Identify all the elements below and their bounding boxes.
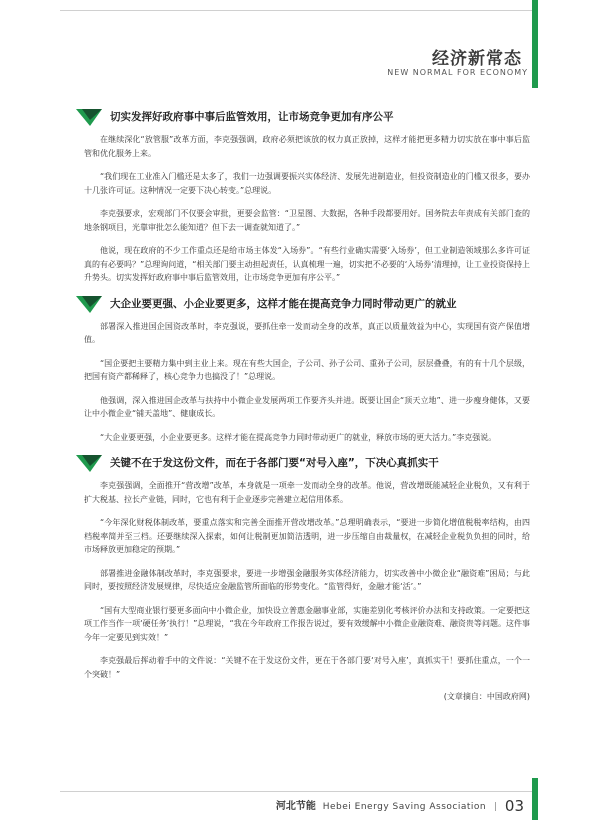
paragraph: “今年深化财税体制改革，要重点落实和完善全面推开营改增改革。”总理明确表示，“要进一步简化增值税税率结构，由四档税率简并至三档。还要继续深入探索，如何让税制更加简洁透明，进一步压缩自由裁量权，在减轻企业税负负担的同时，给市场释放更加稳定的预期。” — [84, 518, 530, 554]
footer-org-name-cn: 河北节能 — [275, 801, 316, 812]
footer-rule — [60, 791, 532, 792]
green-triangle-icon — [76, 107, 106, 127]
section-heading — [76, 456, 530, 470]
green-triangle-icon — [76, 294, 106, 314]
article-section-2 — [76, 297, 530, 445]
paragraph: “大企业要更强，小企业要更多。这样才能在提高竞争力同时带动更广的就业，释放市场的更大活力。”李克强说。 — [100, 432, 497, 442]
paragraph: 在继续深化“放管服”改革方面，李克强强调，政府必须把该放的权力真正放掉，这样才能把更多精力切实放在事中事后监管和优化服务上来。 — [84, 135, 530, 158]
paragraph: 部署推进金融体制改革时，李克强要求，要进一步增强金融服务实体经济能力，切实改善中小微企业“融资难”困局；与此同时，要按照经济发展规律，尽快适应金融监管所面临的形势变化。“监管得好，金融才能‘活’。” — [84, 568, 530, 591]
page-footer — [276, 797, 524, 815]
article-section-1 — [76, 110, 530, 285]
paragraph: 他说，现在政府的不少工作重点还是给市场主体发“入场券”。“有些行业确实需要‘入场券’，但工业制造领域那么多许可证真的有必要吗？”总理询问道，“相关部门要主动担起责任，认真梳理一遍，切实把不必要的‘入场券’清理掉，让工业投资保持上升势头。切实发挥好政府事中事后监管效用，让市场竞争更加有序公平。” — [84, 246, 530, 282]
section-heading-text: 关键不在于发这份文件，而在于各部门要“对号入座”，下决心真抓实干 — [110, 457, 439, 469]
green-triangle-icon — [76, 453, 106, 473]
footer-org-name-en: Hebei Energy Saving Association — [322, 802, 487, 812]
section-heading-text: 切实发挥好政府事中事后监管效用，让市场竞争更加有序公平 — [110, 111, 394, 123]
article-body — [76, 110, 530, 714]
paragraph: 李克强要求，宏观部门不仅要会审批，更要会监管：“卫星图、大数据，各种手段都要用好。国务院去年责成有关部门查的地条钢项目，光靠审批怎么能知道？但下去一调查就知道了。” — [84, 209, 530, 232]
paragraph: 李克强强调，全面推开“营改增”改革，本身就是一项牵一发而动全身的改革。他说，营改增既能减轻企业税负，又有利于扩大税基、拉长产业链，同时，它也有利于企业逐步完善建立起信用体系。 — [84, 481, 530, 504]
header-accent-bar — [532, 0, 538, 88]
paragraph: “我们现在工业准入门槛还是太多了，我们一边强调要振兴实体经济、发展先进制造业，但投资制造业的门槛又很多，要办十几张许可证。这种情况一定要下决心转变。”总理说。 — [84, 172, 530, 195]
article-source: (文章摘自：中国政府网) — [443, 692, 530, 701]
paragraph: 部署深入推进国企国资改革时，李克强说，要抓住牵一发而动全身的改革，真正以质量效益为中心，实现国有资产保值增值。 — [84, 321, 530, 344]
paragraph: “国有大型商业银行要更多面向中小微企业，加快设立普惠金融事业部，实施差别化考核评价办法和支持政策。一定要把这项工作当作一项‘硬任务’执行！”总理说，“我在今年政府工作报告说过，要有效缓解中小微企业融资难、融资贵等问题。这件事今年一定要见到实效！” — [84, 605, 530, 642]
page-section-title: 经济新常态 — [432, 49, 522, 69]
section-heading — [76, 297, 530, 311]
paragraph: “国企要把主要精力集中到主业上来。现在有些大国企，子公司、孙子公司、重孙子公司，层层叠叠，有的有十几个层级，把国有资产都稀释了，核心竞争力也搞没了！”总理说。 — [84, 358, 530, 381]
footer-accent-bar — [532, 778, 538, 820]
section-heading-text: 大企业要更强、小企业要更多，这样才能在提高竞争力同时带动更广的就业 — [110, 297, 457, 310]
page-section-subtitle: NEW NORMAL FOR ECONOMY — [387, 68, 528, 77]
paragraph: 他强调，深入推进国企改革与扶持中小微企业发展两项工作要齐头并进。既要让国企“顶天立地”、进一步瘦身健体，又要让中小微企业“铺天盖地”、健康成长。 — [84, 395, 530, 418]
footer-separator: | — [493, 802, 498, 812]
article-section-3 — [76, 456, 530, 702]
page-number: 03 — [504, 797, 524, 815]
section-heading — [76, 110, 530, 124]
paragraph: 李克强最后挥动着手中的文件说：“关键不在于发这份文件，更在于各部门要‘对号入座’，真抓实干！要抓住重点，一个一个突破！” — [84, 656, 530, 679]
header-rule — [60, 10, 532, 11]
